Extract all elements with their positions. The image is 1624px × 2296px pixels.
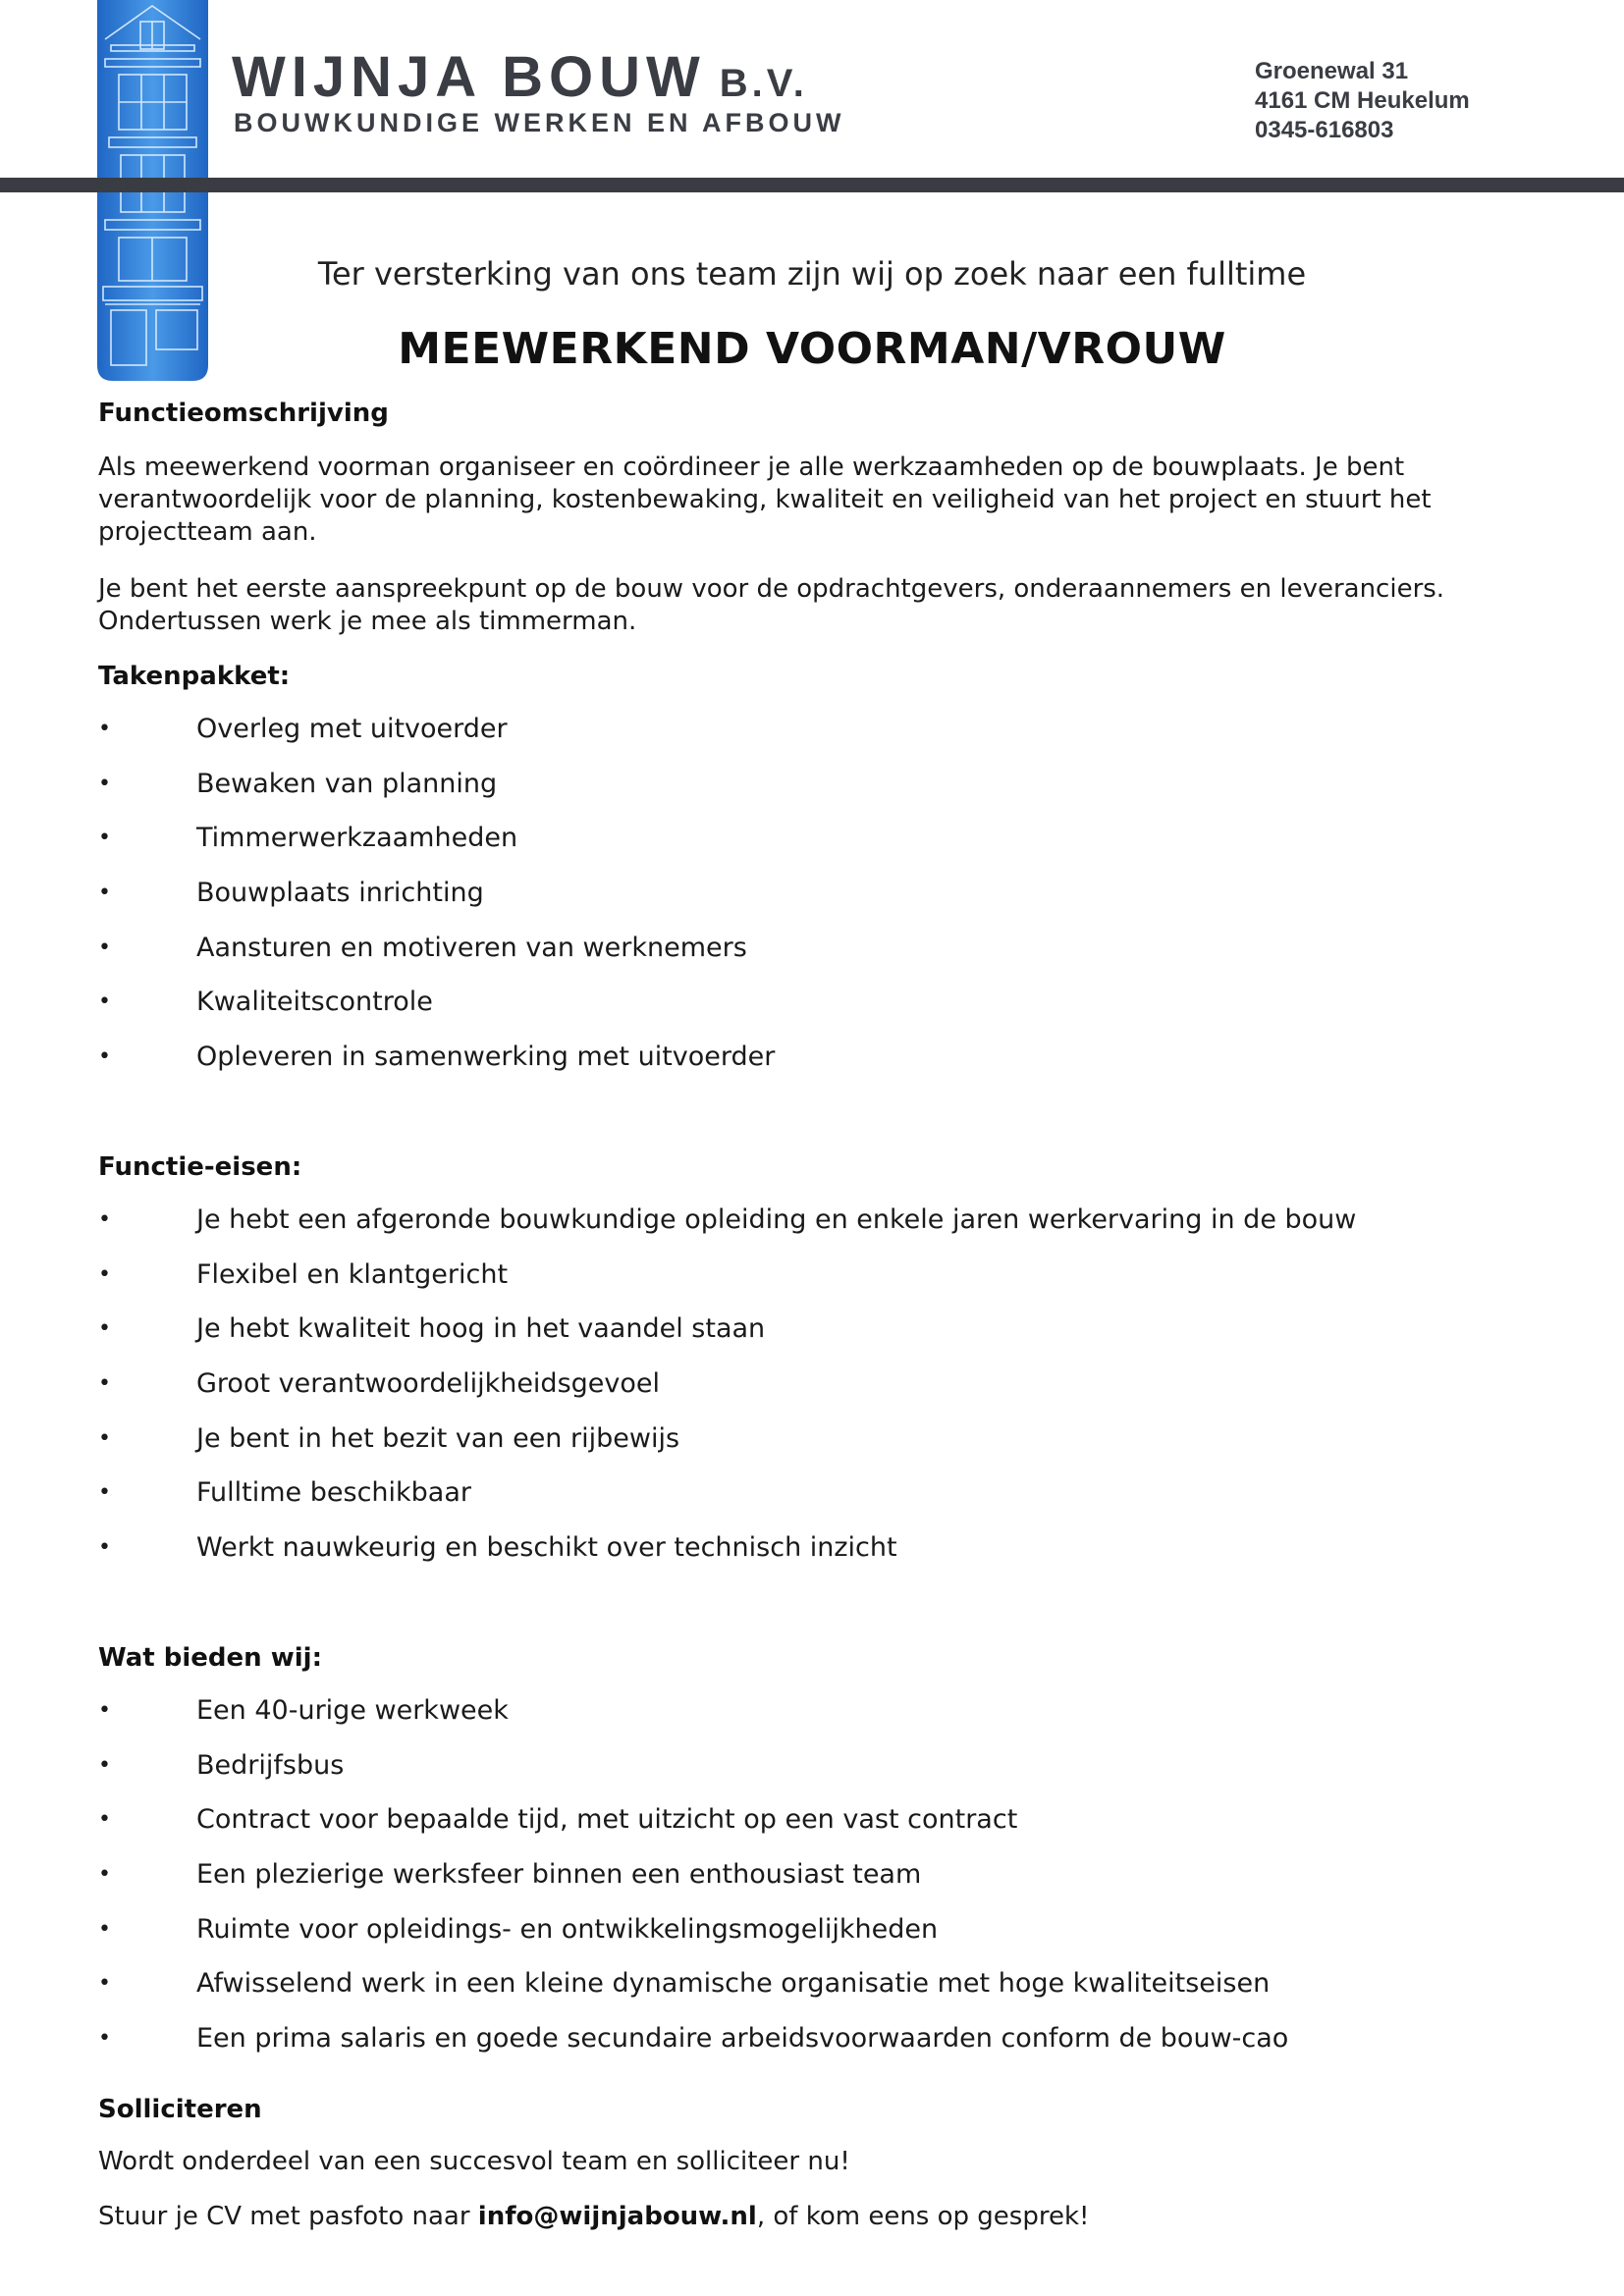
bullet-icon: •: [98, 1261, 111, 1287]
list-item-text: Werkt nauwkeurig en beschikt over technisch inzicht: [196, 1532, 897, 1564]
solliciteren-prefix: Stuur je CV met pasfoto naar: [98, 2202, 478, 2231]
bullet-icon: •: [98, 1480, 111, 1506]
list-item-text: Contract voor bepaalde tijd, met uitzicht op een vast contract: [196, 1804, 1018, 1836]
list-item-text: Timmerwerkzaamheden: [196, 823, 518, 854]
bullet-icon: •: [98, 1535, 111, 1561]
address-city: 4161 CM Heukelum: [1255, 87, 1470, 114]
list-item-text: Groot verantwoordelijkheidsgevoel: [196, 1368, 660, 1400]
company-name: [232, 45, 808, 109]
bullet-icon: •: [98, 1371, 111, 1397]
list-item-text: Bewaken van planning: [196, 768, 498, 799]
company-tagline: BOUWKUNDIGE WERKEN EN AFBOUW: [234, 108, 845, 137]
company-suffix: B.V.: [719, 62, 808, 105]
solliciteren-suffix: , of kom eens op gesprek!: [756, 2202, 1090, 2231]
bullet-icon: •: [98, 934, 111, 960]
heading-functieomschrijving: Functieomschrijving: [98, 399, 389, 428]
bullet-icon: •: [98, 826, 111, 851]
company-name-text: WIJNJA BOUW: [232, 45, 706, 109]
address-street: Groenewal 31: [1255, 58, 1409, 84]
bullet-icon: •: [98, 1807, 111, 1833]
bullet-icon: •: [98, 2026, 111, 2052]
list-item-text: Je hebt een afgeronde bouwkundige opleiding en enkele jaren werkervaring in de bouw: [196, 1204, 1357, 1235]
bullet-icon: •: [98, 1698, 111, 1723]
company-address: [1255, 57, 1470, 145]
bullet-icon: •: [98, 771, 111, 796]
phone-number: 0345-616803: [1255, 117, 1394, 143]
bullet-icon: •: [98, 881, 111, 906]
solliciteren-line-1: Wordt onderdeel van een succesvol team en solliciteer nu!: [98, 2147, 850, 2176]
intro-line: [0, 255, 1624, 293]
list-item-text: Kwaliteitscontrole: [196, 987, 433, 1018]
list-item-text: Opleveren in samenwerking met uitvoerder: [196, 1041, 776, 1073]
list-item-text: Bouwplaats inrichting: [196, 878, 484, 909]
list-item-text: Aansturen en motiveren van werknemers: [196, 932, 747, 963]
bullet-icon: •: [98, 1752, 111, 1778]
list-item-text: Flexibel en klantgericht: [196, 1258, 509, 1290]
list-item-text: Overleg met uitvoerder: [196, 714, 508, 744]
header-divider-bar: [0, 178, 1624, 192]
heading-functie-eisen: Functie-eisen:: [98, 1152, 302, 1182]
bullet-icon: •: [98, 1916, 111, 1942]
heading-wat-bieden-wij: Wat bieden wij:: [98, 1643, 322, 1673]
intro-text: Ter versterking van ons team zijn wij op zoek naar een fulltime: [317, 255, 1307, 293]
job-title: MEEWERKEND VOORMAN/VROUW: [398, 324, 1226, 374]
bullet-icon: •: [98, 1044, 111, 1070]
list-item-text: Een 40-urige werkweek: [196, 1695, 509, 1726]
bullet-icon: •: [98, 717, 111, 741]
email-link[interactable]: info@wijnjabouw.nl: [477, 2202, 757, 2231]
solliciteren-line-2: [98, 2201, 1532, 2233]
bullet-icon: •: [98, 1425, 111, 1451]
description-paragraph-1: Als meewerkend voorman organiseer en coördineer je alle werkzaamheden op de bouwplaats. Je bent verantwoordelijk voor de planning, kostenbewaking, kwaliteit en veiligheid van het project en stuurt het projectteam aan.: [98, 453, 1432, 547]
list-item-text: Een plezierige werksfeer binnen een enthousiast team: [196, 1859, 922, 1891]
description-paragraph-2: Je bent het eerste aanspreekpunt op de bouw voor de opdrachtgevers, onderaannemers en leveranciers. Ondertussen werk je mee als timmerman.: [98, 574, 1445, 636]
bullet-icon: •: [98, 1862, 111, 1888]
list-item-text: Je bent in het bezit van een rijbewijs: [196, 1422, 680, 1454]
bullet-icon: •: [98, 1316, 111, 1342]
bullet-icon: •: [98, 989, 111, 1015]
heading-solliciteren: Solliciteren: [98, 2095, 262, 2124]
list-item-text: Ruimte voor opleidings- en ontwikkelingsmogelijkheden: [196, 1913, 939, 1945]
list-item-text: Een prima salaris en goede secundaire arbeidsvoorwaarden conform de bouw-cao: [196, 2023, 1289, 2055]
bullet-icon: •: [98, 1207, 111, 1232]
bullet-icon: •: [98, 1971, 111, 1997]
heading-takenpakket: Takenpakket:: [98, 662, 291, 691]
list-item-text: Afwisselend werk in een kleine dynamische organisatie met hoge kwaliteitseisen: [196, 1968, 1271, 2000]
list-item-text: Bedrijfsbus: [196, 1749, 345, 1781]
list-item-text: Je hebt kwaliteit hoog in het vaandel staan: [196, 1313, 766, 1345]
list-item-text: Fulltime beschikbaar: [196, 1477, 471, 1509]
